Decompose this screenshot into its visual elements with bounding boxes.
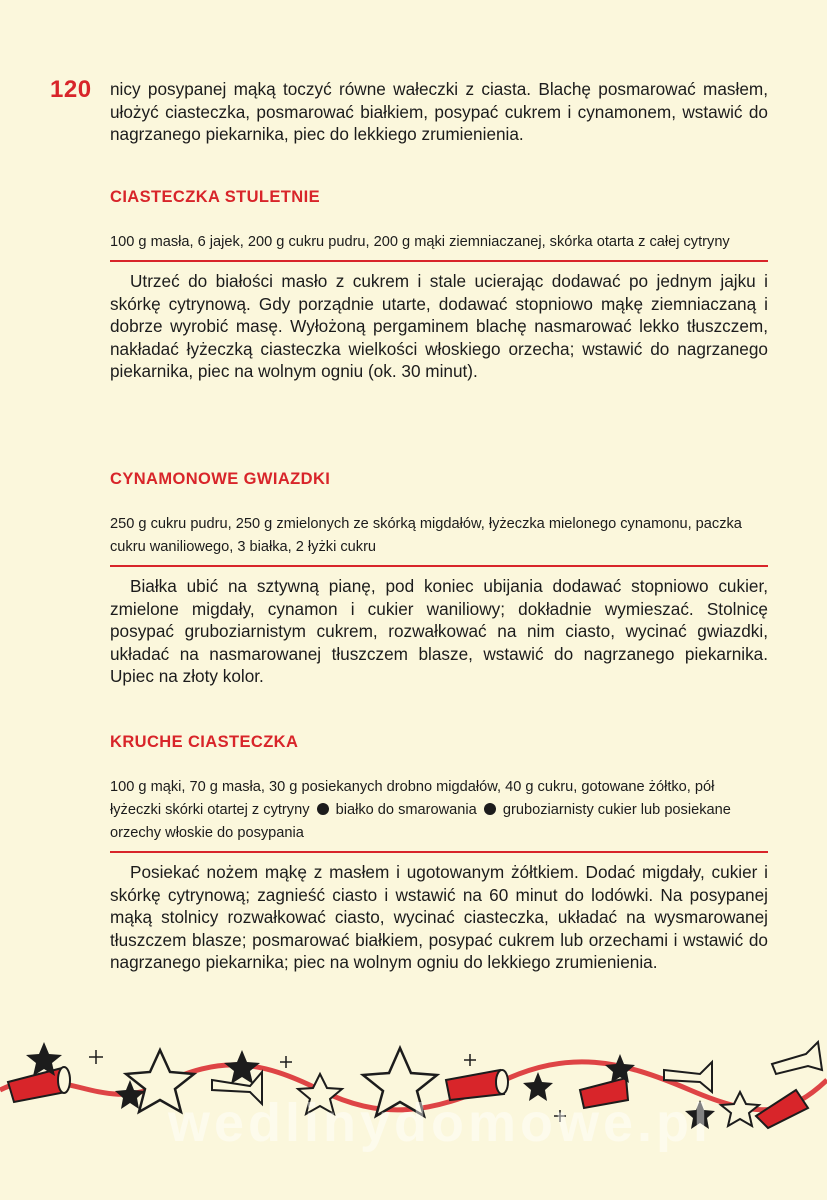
recipe-kruche-ciasteczka (110, 733, 768, 974)
recipe-title: CYNAMONOWE GWIAZDKI (110, 470, 331, 488)
ingredients-part-topping: gruboziarnisty cukier lub posiekane orzechy włoskie do posypania (110, 802, 731, 841)
recipe-title: KRUCHE CIASTECZKA (110, 733, 299, 751)
recipe-method: Posiekać nożem mąkę z masłem i ugotowanym żółtkiem. Dodać migdały, cukier i skórkę cytrynową; zagnieść ciasto i wstawić na 60 minut do lodówki. Na posypanej mąką stolnicy rozwałkować ciasto, wycinać ciasteczka, układać na wysmarowanej tłuszczem blasze; posmarować białkiem, posypać cukrem lub orzechami i wstawić do nagrzanego piekarnika; piec na wolnym ogniu do lekkiego zrumienienia. (110, 862, 768, 972)
recipe-method: Utrzeć do białości masło z cukrem i stale ucierając dodawać po jednym jajku i skórkę cytrynową. Gdy porządnie utarte, dodawać stopniowo mąkę ziemniaczaną i dobrze wyrobić masę. Wyłożoną pergaminem blachę nasmarować lekko tłuszczem, nakładać łyżeczką ciasteczka wielkości włoskiego orzecha; wstawić do nagrzanego piekarnika, piec na wolnym ogniu (ok. 30 minut). (110, 271, 768, 381)
recipe-cynamonowe-gwiazdki (110, 470, 768, 688)
recipe-method: Białka ubić na sztywną pianę, pod koniec ubijania dodawać stopniowo cukier, zmielone migdały, cynamon i cukier waniliowy; dokładnie wymieszać. Stolnicę posypać gruboziarnistym cukrem, rozwałkować na nim ciasto, wycinać gwiazdki, układać na nasmarowanej tłuszczem blasze, wstawić do nagrzanego piekarnika. Upiec na złoty kolor. (110, 576, 768, 686)
recipe-ingredients: 100 g masła, 6 jajek, 200 g cukru pudru, 200 g mąki ziemniaczanej, skórka otarta z całej cytryny (110, 231, 768, 262)
star-filled-icon (224, 1050, 260, 1084)
ingredients-part-egg-white: białko do smarowania (335, 802, 477, 818)
recipe-ingredients (110, 776, 768, 853)
page-number: 120 (50, 76, 92, 103)
ingredients-part-main: 100 g mąki, 70 g masła, 30 g posiekanych drobno migdałów, 40 g cukru, gotowane żółtko, pół łyżeczki skórki otartej z cytryny (110, 779, 715, 818)
recipe-title: CIASTECZKA STULETNIE (110, 188, 320, 206)
intro-paragraph: nicy posypanej mąką toczyć równe wałeczki z ciasta. Blachę posmarować masłem, ułożyć ciasteczka, posmarować białkiem, posypać cukrem i cynamonem, wstawić do nagrzanego piekarnika, piec do lekkiego zrumienienia. (110, 79, 768, 144)
party-horn-icon (8, 1067, 70, 1102)
trumpet-icon (772, 1042, 822, 1074)
recipe-ciasteczka-stuletnie (110, 188, 768, 383)
watermark: wedlinydomowe.pl (167, 1093, 713, 1153)
recipe-ingredients: 250 g cukru pudru, 250 g zmielonych ze skórką migdałów, łyżeczka mielonego cynamonu, paczka cukru waniliowego, 3 białka, 2 łyżki cukru (110, 513, 768, 567)
bullet-dot-icon (484, 803, 496, 815)
bullet-dot-icon (317, 803, 329, 815)
